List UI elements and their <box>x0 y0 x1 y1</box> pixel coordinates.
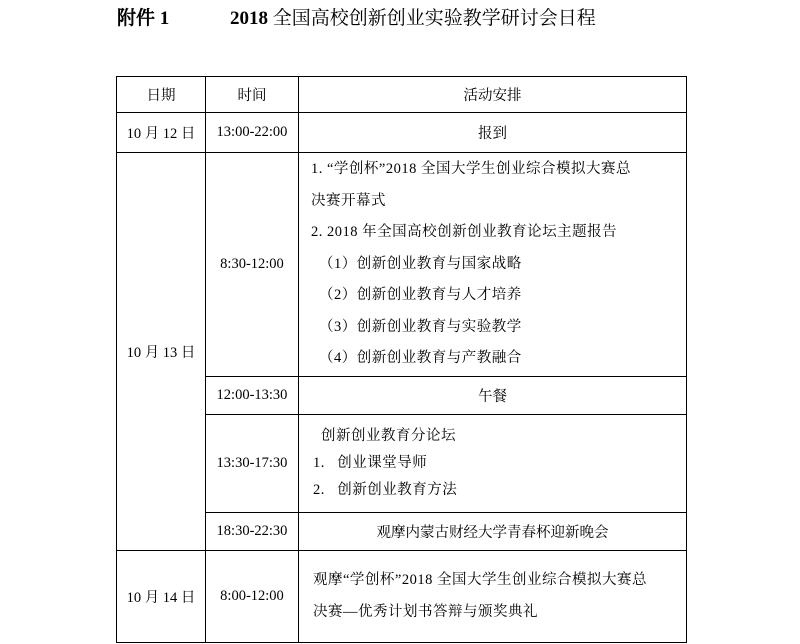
date-cell: 10 月 12 日 <box>117 113 206 153</box>
table-row <box>117 551 687 643</box>
title-text: 全国高校创新创业实验教学研讨会日程 <box>268 8 596 29</box>
attachment-label: 附件 1 <box>117 8 170 29</box>
activity-line: 1. 创业课堂导师 <box>313 455 428 471</box>
activity-line: 2. 创新创业教育方法 <box>313 482 458 498</box>
activity-cell <box>299 153 687 377</box>
column-header-time: 时间 <box>206 77 299 113</box>
title-year: 2018 <box>230 8 268 29</box>
schedule-table <box>116 76 687 643</box>
table-row <box>117 113 687 153</box>
activity-line: 观摩“学创杯”2018 全国大学生创业综合模拟大赛总 <box>313 572 647 588</box>
date-cell: 10 月 13 日 <box>117 153 206 551</box>
time-cell: 12:00-13:30 <box>206 377 299 415</box>
time-cell: 18:30-22:30 <box>206 513 299 551</box>
activity-line: 决赛开幕式 <box>311 192 386 209</box>
activity-line: （2）创新创业教育与人才培养 <box>319 287 522 304</box>
date-cell: 10 月 14 日 <box>117 551 206 643</box>
table-header-row <box>117 77 687 113</box>
activity-cell <box>299 415 687 513</box>
time-cell: 8:00-12:00 <box>206 551 299 643</box>
activity-line: （4）创新创业教育与产教融合 <box>319 350 522 367</box>
activity-line: 1. “学创杯”2018 全国大学生创业综合模拟大赛总 <box>311 161 631 178</box>
activity-line: 决赛—优秀计划书答辩与颁奖典礼 <box>313 603 538 620</box>
time-cell: 13:30-17:30 <box>206 415 299 513</box>
activity-line: 2. 2018 年全国高校创新创业教育论坛主题报告 <box>311 224 618 241</box>
table-row <box>117 153 687 377</box>
activity-line: （3）创新创业教育与实验教学 <box>319 318 522 335</box>
time-cell: 13:00-22:00 <box>206 113 299 153</box>
column-header-activity: 活动安排 <box>299 77 687 113</box>
column-header-date: 日期 <box>117 77 206 113</box>
time-cell: 8:30-12:00 <box>206 153 299 377</box>
document-title <box>230 6 596 32</box>
activity-cell <box>299 551 687 643</box>
activity-cell: 观摩内蒙古财经大学青春杯迎新晚会 <box>299 513 687 551</box>
document-header <box>117 6 760 32</box>
activity-line: 创新创业教育分论坛 <box>321 428 456 444</box>
activity-line: （1）创新创业教育与国家战略 <box>319 255 522 272</box>
activity-cell: 午餐 <box>299 377 687 415</box>
activity-cell: 报到 <box>299 113 687 153</box>
